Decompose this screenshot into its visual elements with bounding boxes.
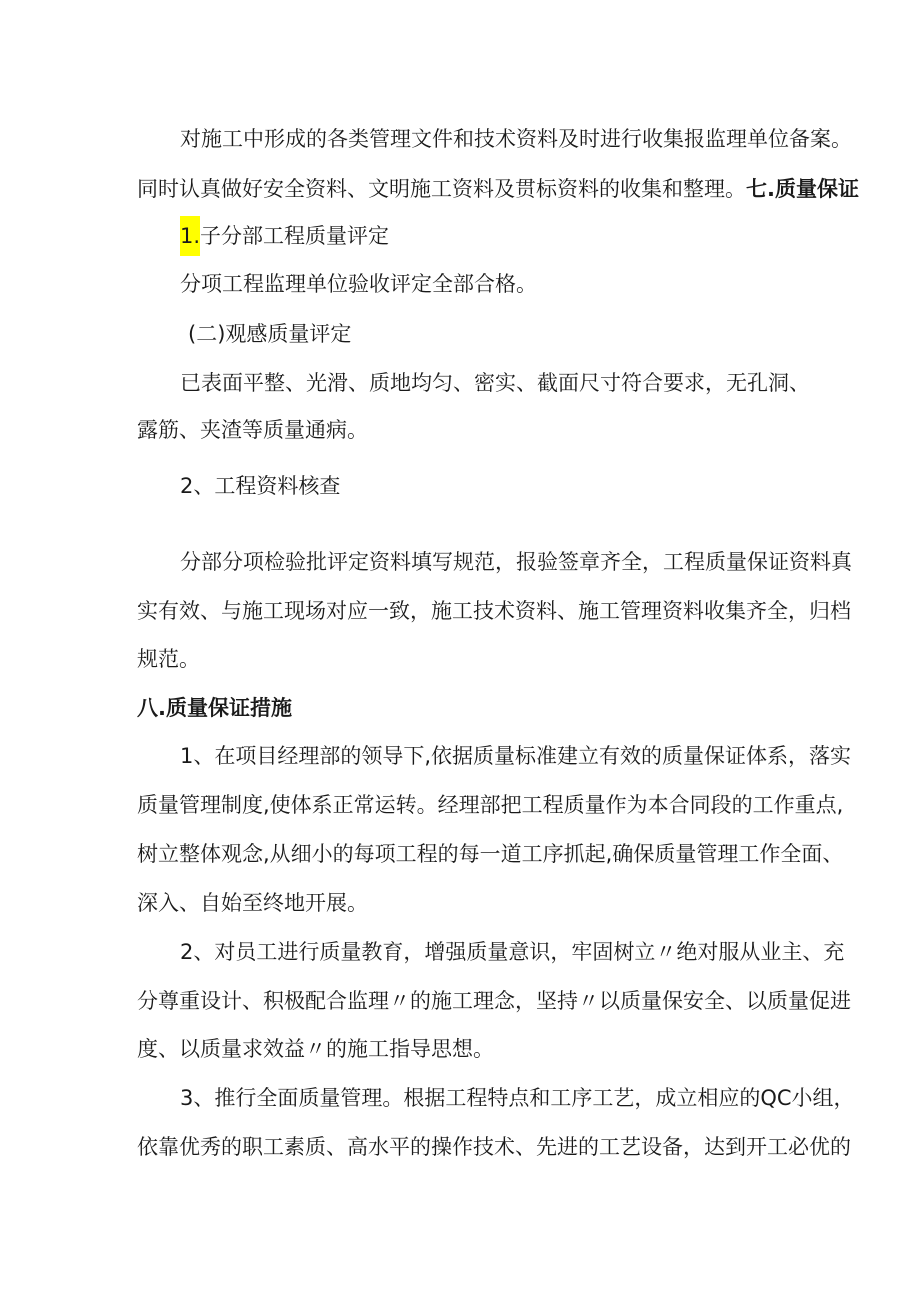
paragraph-line: 1、在项目经理部的领导下,依据质量标准建立有效的质量保证体系，落实: [180, 744, 852, 768]
paragraph-line: [137, 175, 859, 203]
highlighted-number: 1.: [180, 216, 200, 256]
paragraph-line: 2、对员工进行质量教育，增强质量意识，牢固树立〃绝对服从业主、充: [180, 940, 845, 964]
paragraph-line: 树立整体观念,从细小的每项工程的每一道工序抓起,确保质量管理工作全面、: [137, 842, 844, 866]
paragraph-line: 露筋、夹渣等质量通病。: [137, 418, 368, 442]
paragraph-line: 对施工中形成的各类管理文件和技术资料及时进行收集报监理单位备案。: [180, 127, 852, 151]
paragraph-line: 质量管理制度,使体系正常运转。经理部把工程质量作为本合同段的工作重点,: [137, 793, 844, 817]
paragraph-text: 同时认真做好安全资料、文明施工资料及贯标资料的收集和整理。: [137, 177, 746, 201]
subsection-title: 2、工程资料核查: [180, 474, 341, 498]
paragraph-line: 度、以质量求效益〃的施工指导思想。: [137, 1037, 494, 1061]
subsection-title: (二)观感质量评定: [188, 322, 352, 346]
paragraph-line: 分尊重设计、积极配合监理〃的施工理念，坚持〃以质量保安全、以质量促进: [137, 989, 851, 1013]
subsection-title: [180, 222, 389, 250]
subsection-title-text: 子分部工程质量评定: [200, 224, 390, 248]
paragraph-line: 分项工程监理单位验收评定全部合格。: [180, 272, 537, 296]
paragraph-line: 分部分项检验批评定资料填写规范，报验签章齐全，工程质量保证资料真: [180, 550, 852, 574]
section-heading: 八.质量保证措施: [137, 696, 292, 720]
paragraph-line: 依靠优秀的职工素质、高水平的操作技术、先进的工艺设备，达到开工必优的: [137, 1135, 851, 1159]
section-heading: 七.质量保证: [746, 177, 859, 201]
paragraph-line: 深入、自始至终地开展。: [137, 891, 368, 915]
paragraph-line: 已表面平整、光滑、质地均匀、密实、截面尺寸符合要求，无孔洞、: [180, 371, 810, 395]
paragraph-line: 3、推行全面质量管理。根据工程特点和工序工艺，成立相应的QC小组，: [180, 1086, 855, 1110]
paragraph-line: 规范。: [137, 647, 200, 671]
paragraph-line: 实有效、与施工现场对应一致，施工技术资料、施工管理资料收集齐全，归档: [137, 599, 851, 623]
